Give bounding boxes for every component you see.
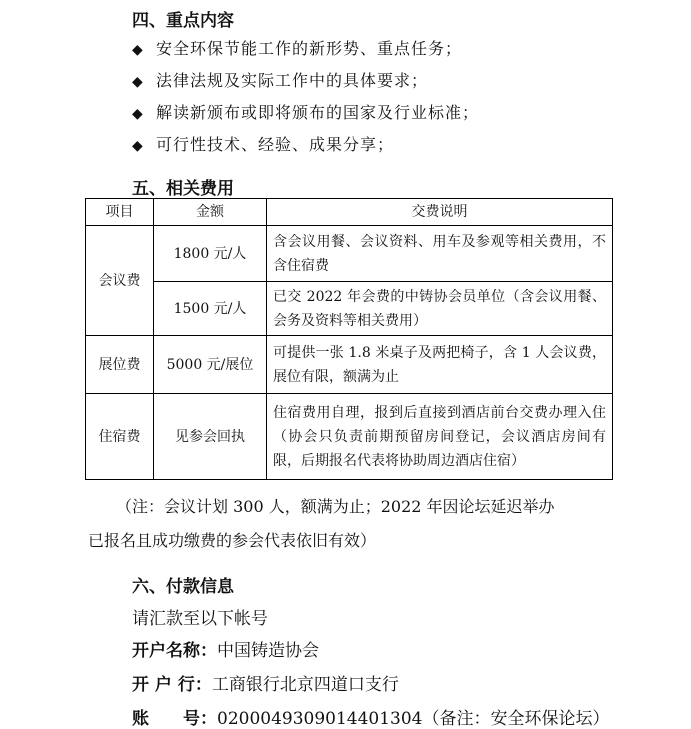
bank-value: 工商银行北京四道口支行: [211, 675, 399, 695]
bullet-text: 解读新颁布或即将颁布的国家及行业标准；: [156, 103, 480, 122]
diamond-bullet-icon: ◆: [132, 74, 144, 90]
bullet-item: [132, 68, 428, 91]
note-line: 已报名且成功缴费的参会代表依旧有效）: [88, 531, 377, 550]
diamond-bullet-icon: ◆: [132, 106, 144, 122]
bullet-text: 可行性技术、经验、成果分享；: [156, 135, 395, 154]
account-name-label: 开户名称：: [132, 641, 217, 661]
account-number-label: 账 号：: [132, 709, 217, 729]
bullet-text: 法律法规及实际工作中的具体要求；: [156, 71, 429, 90]
table-row: [86, 394, 613, 480]
fee-table: [85, 198, 613, 480]
row-amount: 见参会回执: [154, 394, 267, 480]
diamond-bullet-icon: ◆: [132, 138, 144, 154]
account-number-value: 0200049309014401304（备注：安全环保论坛）: [217, 709, 610, 729]
row-desc: 含会议用餐、会议资料、用车及参观等相关费用，不含住宿费: [267, 226, 613, 282]
row-desc: 可提供一张 1.8 米桌子及两把椅子，含 1 人会议费，展位有限，额满为止: [267, 336, 613, 394]
bullet-item: [132, 100, 479, 123]
row-desc: 住宿费用自理，报到后直接到酒店前台交费办理入住（协会只负责前期预留房间登记，会议酒店房间有限，后期报名代表将协助周边酒店住宿）: [267, 394, 613, 480]
table-row: [86, 336, 613, 394]
account-name-row: [132, 636, 319, 661]
payment-intro: 请汇款至以下帐号: [132, 609, 268, 629]
section4-heading: 四、重点内容: [132, 11, 234, 31]
account-name-value: 中国铸造协会: [217, 641, 319, 661]
row-amount: 5000 元/展位: [154, 336, 267, 394]
bullet-text: 安全环保节能工作的新形势、重点任务；: [156, 39, 463, 58]
row-amount: 1800 元/人: [154, 226, 267, 282]
note-line: （注：会议计划 300 人，额满为止；2022 年因论坛延迟举办: [116, 497, 555, 516]
diamond-bullet-icon: ◆: [132, 42, 144, 58]
section6-heading: 六、付款信息: [132, 577, 234, 597]
row-item: 会议费: [86, 226, 154, 336]
table-header-row: [86, 199, 613, 226]
account-number-row: [132, 704, 610, 729]
column-header-amount: 金额: [154, 199, 267, 226]
row-item: 展位费: [86, 336, 154, 394]
bullet-item: [132, 132, 394, 155]
table-row: [86, 282, 613, 336]
section5-heading: 五、相关费用: [132, 179, 234, 199]
row-amount: 1500 元/人: [154, 282, 267, 336]
table-row: [86, 226, 613, 282]
bullet-item: [132, 36, 462, 59]
column-header-desc: 交费说明: [267, 199, 613, 226]
row-item: 住宿费: [86, 394, 154, 480]
row-desc: 已交 2022 年会费的中铸协会员单位（含会议用餐、会务及资料等相关费用）: [267, 282, 613, 336]
bank-row: [132, 670, 399, 695]
bank-label: 开 户 行：: [132, 675, 212, 695]
column-header-item: 项目: [86, 199, 154, 226]
